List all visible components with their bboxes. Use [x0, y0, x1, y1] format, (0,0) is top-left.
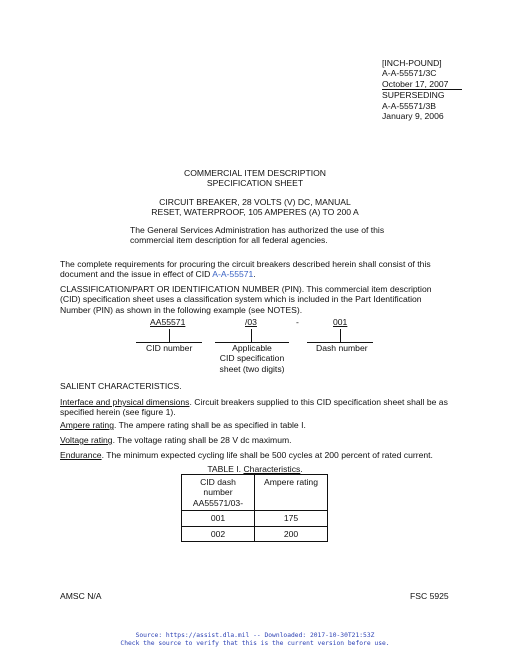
ampere-title: Ampere rating: [60, 420, 114, 430]
interface-title: Interface and physical dimensions: [60, 397, 190, 407]
endurance-paragraph: Endurance. The minimum expected cycling life shall be 500 cycles at 200 percent of rated current.: [60, 450, 433, 460]
authorization-line-2: commercial item description for all federal agencies.: [130, 235, 328, 246]
cell-dash: 001: [182, 511, 255, 526]
pin-connector-2: [251, 329, 252, 342]
cell-dash: 002: [182, 526, 255, 541]
document-id-block: [382, 58, 462, 122]
table-caption: TABLE I. Characteristics.: [207, 464, 303, 474]
voltage-paragraph: Voltage rating. The voltage rating shall be 28 V dc maximum.: [60, 435, 292, 445]
cid-link[interactable]: A-A-55571: [212, 269, 254, 280]
title-line-4: RESET, WATERPROOF, 105 AMPERES (A) TO 200 A: [151, 207, 359, 218]
document-type-title: [0, 168, 510, 189]
title-line-2: SPECIFICATION SHEET: [206, 178, 304, 189]
table-header-row: [182, 475, 328, 511]
column-header-ampere-rating: Ampere rating: [255, 475, 328, 511]
pin-part-sheet: /03: [245, 317, 257, 327]
pin-connector-1: [169, 329, 170, 342]
pin-label-sheet: Applicable CID specification sheet (two digits): [219, 343, 285, 374]
cell-rating: 175: [255, 511, 328, 526]
intro-paragraph: The complete requirements for procuring the circuit breakers described herein shall consist of this document and the issue in effect of CID A-A-55571.: [60, 259, 431, 280]
voltage-title: Voltage rating: [60, 435, 113, 445]
amsc-label: AMSC N/A: [60, 591, 102, 601]
item-title: [0, 197, 510, 218]
verify-line: Check the source to verify that this is the current version before use.: [120, 640, 390, 648]
document-number: A-A-55571/3C: [382, 68, 437, 79]
pin-example: [0, 316, 510, 376]
cell-rating: 200: [255, 526, 328, 541]
title-line-1: COMMERCIAL ITEM DESCRIPTION: [184, 168, 326, 178]
classification-paragraph: CLASSIFICATION/PART OR IDENTIFICATION NUMBER (PIN). This commercial item description (CID) specification sheet uses a classification system which is included in the Part Identification Number (PIN) as shown in the following example (see NOTES).: [60, 284, 432, 315]
source-line: Source: https://assist.dla.mil -- Downloaded: 2017-10-30T21:53Z: [135, 632, 375, 639]
table-row: [182, 526, 328, 541]
pin-part-dash-number: 001: [333, 317, 348, 327]
document-date: October 17, 2007: [382, 79, 462, 90]
salient-heading: SALIENT CHARACTERISTICS.: [60, 381, 182, 391]
column-header-dash-number: CID dash number AA55571/03-: [182, 475, 255, 511]
pin-dash: -: [296, 317, 299, 327]
pin-label-dash-number: Dash number: [316, 343, 368, 353]
source-note: [0, 632, 510, 648]
interface-paragraph: Interface and physical dimensions. Circuit breakers supplied to this CID specification sheet shall be as specified herein (see figure 1).: [60, 397, 448, 418]
fsc-label: FSC 5925: [410, 591, 449, 601]
pin-label-cid-number: CID number: [146, 343, 193, 353]
pin-connector-3: [340, 329, 341, 342]
superseded-date: January 9, 2006: [382, 111, 444, 122]
superseding-label: SUPERSEDING: [382, 90, 445, 101]
inch-pound-label: [INCH-POUND]: [382, 58, 442, 68]
endurance-title: Endurance: [60, 450, 102, 460]
title-line-3: CIRCUIT BREAKER, 28 VOLTS (V) DC, MANUAL: [159, 197, 351, 207]
superseded-number: A-A-55571/3B: [382, 100, 436, 111]
intro-text: The complete requirements for procuring the circuit breakers described herein shall consist of this document and the issue in effect of CID: [60, 259, 431, 280]
authorization-line-1: The General Services Administration has authorized the use of this: [130, 225, 385, 235]
characteristics-table: [181, 474, 328, 542]
table-row: [182, 511, 328, 526]
authorization-note: [130, 225, 410, 246]
ampere-paragraph: Ampere rating. The ampere rating shall be as specified in table I.: [60, 420, 306, 430]
pin-part-cid: AA55571: [150, 317, 186, 327]
